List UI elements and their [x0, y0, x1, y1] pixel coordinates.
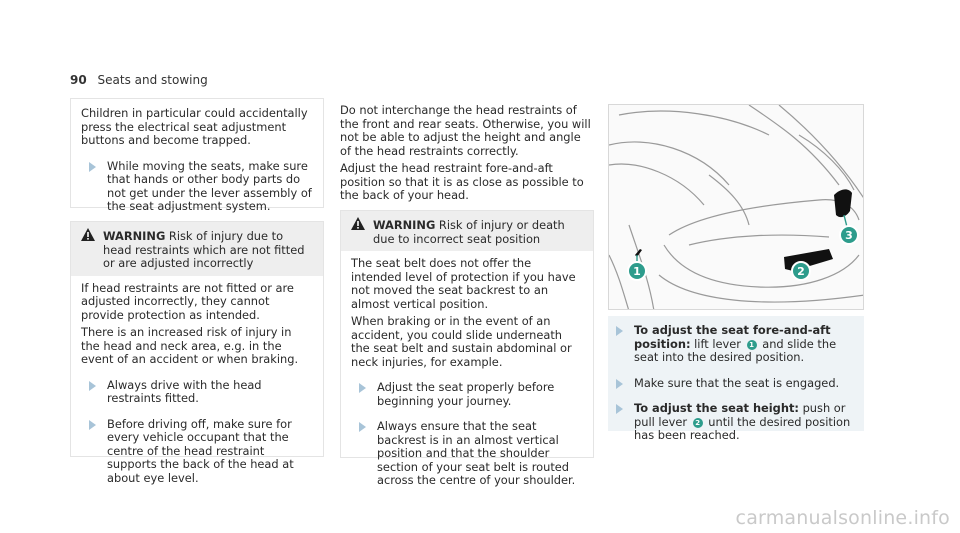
- arrow-icon: [616, 404, 623, 414]
- arrow-icon: [616, 379, 623, 389]
- instruction-step: [608, 402, 856, 443]
- warning-header: [71, 222, 323, 276]
- warning-box-head-restraints: [70, 221, 324, 485]
- step-heading: To adjust the seat height:: [634, 401, 799, 415]
- arrow-icon: [359, 422, 366, 432]
- body-paragraph: Do not interchange the head restraints of the front and rear seats. Otherwise, you will not be able to adjust the height and angle of the head restraints correctly.: [340, 103, 591, 158]
- body-paragraph: Adjust the head restraint fore-and-aft position so that it is as close as possible to the back of your head.: [340, 161, 584, 202]
- step-text: until the desired position has been reached.: [634, 414, 851, 442]
- notice-text: Children in particular could accidentally press the electrical seat adjustment buttons and become trapped.: [81, 106, 308, 147]
- bullet-text: Always ensure that the seat backrest is in an almost vertical position and that the shoulder section of your seat belt is routed across the centre of your shoulder.: [377, 419, 576, 487]
- warning-triangle-icon: [351, 217, 365, 230]
- seat-illustration: [608, 104, 864, 310]
- bullet-text: Adjust the seat properly before beginning your journey.: [377, 380, 555, 408]
- lever-2-marker: 2: [693, 418, 703, 428]
- step-text: Make sure that the seat is engaged.: [634, 375, 840, 390]
- warning-title: Risk of injury or death due to incorrect seat position: [373, 218, 565, 246]
- warning-bullet: [351, 420, 583, 488]
- bullet-text: While moving the seats, make sure that hands or other body parts do not get under the lever assembly of the seat adjustment system.: [107, 158, 312, 213]
- instruction-step: [608, 377, 856, 391]
- arrow-icon: [89, 420, 96, 430]
- bullet-text: Always drive with the head restraints fitted.: [107, 377, 262, 405]
- arrow-icon: [359, 383, 366, 393]
- warning-text: There is an increased risk of injury in the head and neck area, e.g. in the event of an accident or when braking.: [81, 325, 299, 366]
- step-text: lift lever: [690, 336, 745, 351]
- arrow-icon: [89, 162, 96, 172]
- warning-bullet: [81, 379, 313, 406]
- step-text: push or pull lever: [634, 401, 846, 429]
- notice-bullet: [81, 160, 313, 214]
- warning-label: WARNING: [373, 218, 436, 232]
- lever-1-marker: 1: [747, 340, 757, 350]
- instruction-step: [608, 324, 856, 365]
- warning-label: WARNING: [103, 229, 166, 243]
- svg-text:1: 1: [633, 265, 641, 278]
- warning-text: If head restraints are not fitted or are adjusted incorrectly, they cannot provide protection as intended.: [81, 280, 294, 322]
- arrow-icon: [616, 326, 623, 336]
- instruction-box: [608, 316, 864, 442]
- callout-3: [840, 226, 858, 244]
- head-restraint-text: [340, 104, 594, 207]
- page-header: [70, 73, 208, 87]
- page-number: 90: [70, 73, 87, 87]
- bullet-text: Before driving off, make sure for every vehicle occupant that the centre of the head restraint supports the back of the head at about eye level.: [107, 416, 294, 485]
- arrow-icon: [89, 381, 96, 391]
- warning-text: When braking or in the event of an accident, you could slide underneath the seat belt and sustain abdominal or neck injuries, for example.: [351, 314, 572, 369]
- warning-header: [341, 211, 593, 251]
- watermark: carmanualsonline.info: [735, 507, 950, 529]
- callout-2: [792, 262, 810, 280]
- warning-text: The seat belt does not offer the intended level of protection if you have not moved the seat backrest to an almost vertical position.: [351, 256, 576, 311]
- warning-box-seat-position: [340, 210, 594, 487]
- warning-title: Risk of injury due to head restraints which are not fitted or are adjusted incorrectly: [103, 229, 305, 270]
- warning-bullet: [351, 381, 583, 408]
- step-text: and slide the seat into the desired position.: [634, 336, 837, 364]
- warning-triangle-icon: [81, 228, 95, 241]
- section-title: Seats and stowing: [97, 73, 208, 87]
- svg-text:2: 2: [797, 265, 805, 278]
- svg-text:3: 3: [845, 229, 853, 242]
- seat-drawing: [609, 105, 864, 310]
- warning-bullet: [81, 418, 313, 486]
- callout-1: [628, 262, 646, 280]
- notice-box: [70, 98, 324, 213]
- step-heading: To adjust the seat fore-and-aft position:: [634, 323, 831, 351]
